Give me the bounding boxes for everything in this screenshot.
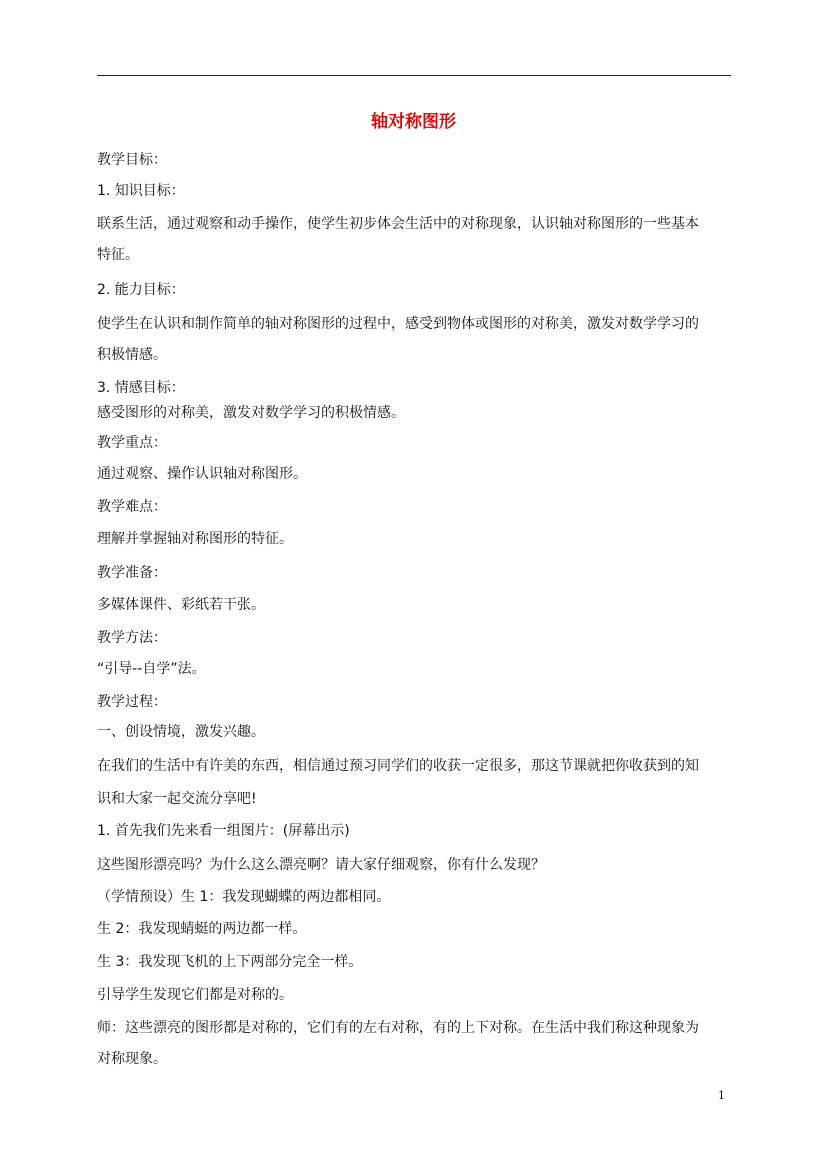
body-line: 1. 知识目标： <box>97 183 185 199</box>
body-line: 这些图形漂亮吗？为什么这么漂亮啊？请大家仔细观察，你有什么发现？ <box>97 857 545 873</box>
body-line: “引导--自学”法。 <box>97 661 206 677</box>
body-line: 在我们的生活中有许美的东西，相信通过预习同学们的收获一定很多，那这节课就把你收获到的知 <box>97 758 699 774</box>
body-line: 特征。 <box>97 247 139 263</box>
body-line: 教学目标： <box>97 152 167 168</box>
body-line: 3. 情感目标： <box>97 380 185 396</box>
body-line: 通过观察、操作认识轴对称图形。 <box>97 466 307 482</box>
body-line: 教学过程： <box>97 694 167 710</box>
body-line: 识和大家一起交流分享吧! <box>97 791 257 807</box>
body-line: 生 3：我发现飞机的上下两部分完全一样。 <box>97 954 363 970</box>
body-line: 教学重点： <box>97 435 167 451</box>
header-rule <box>97 75 731 76</box>
body-line: 生 2：我发现蜻蜓的两边都一样。 <box>97 921 307 937</box>
body-line: （学情预设）生 1：我发现蝴蝶的两边都相同。 <box>97 889 391 905</box>
page-number: 1 <box>718 1089 725 1102</box>
body-line: 感受图形的对称美，激发对数学学习的积极情感。 <box>97 405 405 421</box>
body-line: 教学难点： <box>97 499 167 515</box>
body-line: 教学方法： <box>97 630 167 646</box>
body-line: 1. 首先我们先来看一组图片：(屏幕出示) <box>97 823 350 839</box>
body-line: 理解并掌握轴对称图形的特征。 <box>97 531 293 547</box>
body-line: 使学生在认识和制作简单的轴对称图形的过程中，感受到物体或图形的对称美，激发对数学学习的 <box>97 316 699 332</box>
body-line: 师：这些漂亮的图形都是对称的，它们有的左右对称，有的上下对称。在生活中我们称这种现象为 <box>97 1020 699 1036</box>
body-line: 对称现象。 <box>97 1051 167 1067</box>
body-line: 一、创设情境，激发兴趣。 <box>97 724 265 740</box>
document-title: 轴对称图形 <box>371 112 456 132</box>
body-line: 联系生活，通过观察和动手操作，使学生初步体会生活中的对称现象，认识轴对称图形的一些基本 <box>97 216 699 232</box>
body-line: 积极情感。 <box>97 347 167 363</box>
body-line: 引导学生发现它们都是对称的。 <box>97 987 293 1003</box>
body-line: 教学准备： <box>97 565 167 581</box>
body-line: 2. 能力目标： <box>97 282 185 298</box>
body-line: 多媒体课件、彩纸若干张。 <box>97 597 265 613</box>
